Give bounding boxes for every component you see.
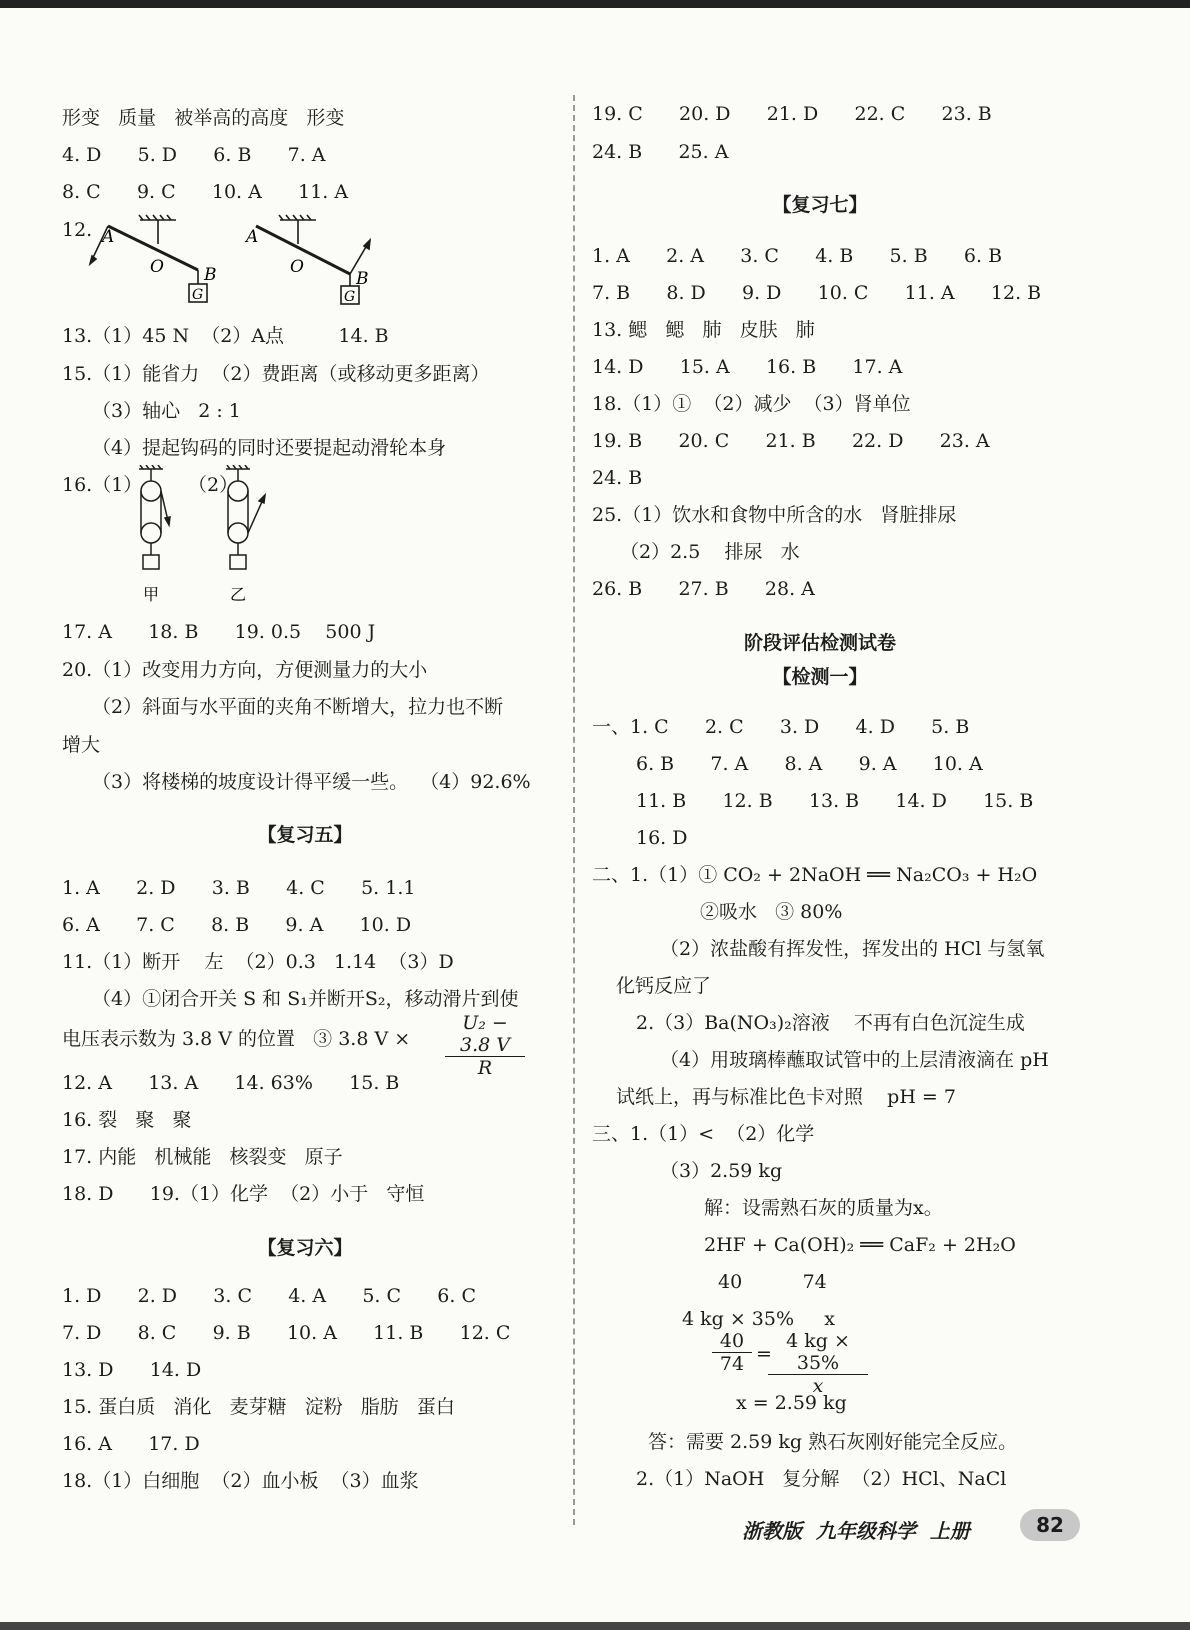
r6-line-1: 1. D 2. D 3. C 4. A 5. C 6. C: [62, 1285, 476, 1307]
t3-line-4: 2HF + Ca(OH)₂ ══ CaF₂ + 2H₂O: [704, 1234, 1016, 1256]
label-yi: 乙: [230, 585, 247, 604]
heading-review-6: 【复习六】: [257, 1237, 353, 1259]
left-line-3: 8. C 9. C 10. A 11. A: [62, 181, 349, 203]
t3-fraction-1: [712, 1330, 752, 1375]
r7-line-3: 13. 鳃 鳃 肺 皮肤 肺: [592, 319, 815, 341]
r5-line-6: 12. A 13. A 14. 63% 15. B: [62, 1072, 400, 1094]
t2-line-7: 试纸上，再与标准比色卡对照 pH = 7: [616, 1086, 956, 1108]
t3-line-2: （3）2.59 kg: [660, 1160, 783, 1182]
r5-line-2: 6. A 7. C 8. B 9. A 10. D: [62, 914, 412, 936]
label-jia: 甲: [143, 585, 160, 604]
r5-line-7: 16. 裂 聚 聚: [62, 1109, 192, 1131]
r7-line-7: 24. B: [592, 467, 643, 489]
t3-line-6: 4 kg × 35% x: [682, 1308, 835, 1330]
r7-line-4: 14. D 15. A 16. B 17. A: [592, 356, 903, 378]
t3-fraction-1-numerator: 40: [719, 1330, 745, 1352]
r5-fraction-denominator: R: [445, 1056, 525, 1079]
r5-fraction: [445, 1012, 525, 1079]
r6-line-6: 18.（1）白细胞 （2）血小板 （3）血浆: [62, 1470, 419, 1492]
column-divider: [573, 95, 575, 1525]
top-edge: [0, 0, 1190, 8]
t2-line-1: 二、1.（1）① CO₂ + 2NaOH ══ Na₂CO₃ + H₂O: [592, 864, 1038, 886]
t1-line-1: 一、1. C 2. C 3. D 4. D 5. B: [592, 716, 970, 738]
label-a-2: A: [246, 227, 259, 247]
t2-line-5: 2.（3）Ba(NO₃)₂溶液 不再有白色沉淀生成: [636, 1012, 1025, 1034]
t1-line-3: 11. B 12. B 13. B 14. D 15. B: [636, 790, 1034, 812]
t3-fraction-2-denominator: x: [768, 1374, 868, 1397]
r7-line-8: 25.（1）饮水和食物中所含的水 肾脏排尿: [592, 504, 957, 526]
label-g-2: G: [344, 289, 356, 305]
r5-line-5: 电压表示数为 3.8 V 的位置 ③ 3.8 V ×: [62, 1028, 411, 1050]
right-line-1: 19. C 20. D 21. D 22. C 23. B: [592, 103, 992, 125]
t3-line-9: 2.（1）NaOH 复分解 （2）HCl、NaCl: [636, 1468, 1007, 1490]
r7-line-5: 18.（1）① （2）减少 （3）肾单位: [592, 393, 911, 415]
t2-line-2: ②吸水 ③ 80%: [700, 901, 843, 923]
left-line-15b: （3）轴心 2 : 1: [92, 400, 241, 422]
label-g-1: G: [192, 287, 204, 303]
r6-line-5: 16. A 17. D: [62, 1433, 200, 1455]
r7-line-1: 1. A 2. A 3. C 4. B 5. B 6. B: [592, 245, 1003, 267]
r7-line-2: 7. B 8. D 9. D 10. C 11. A 12. B: [592, 282, 1042, 304]
t3-line-3: 解：设需熟石灰的质量为x。: [704, 1197, 943, 1219]
t3-fraction-2-numerator: 4 kg × 35%: [786, 1330, 850, 1374]
left-line-2: 4. D 5. D 6. B 7. A: [62, 144, 326, 166]
r6-line-4: 15. 蛋白质 消化 麦芽糖 淀粉 脂肪 蛋白: [62, 1396, 455, 1418]
left-line-15a: 15.（1）能省力 （2）费距离（或移动更多距离）: [62, 363, 490, 385]
t3-line-1: 三、1.（1）< （2）化学: [592, 1123, 815, 1145]
label-o-1: O: [150, 257, 164, 277]
right-line-2: 24. B 25. A: [592, 141, 729, 163]
left-line-20d: （3）将楼梯的坡度设计得平缓一些。 （4）92.6%: [92, 771, 531, 793]
r7-line-6: 19. B 20. C 21. B 22. D 23. A: [592, 430, 990, 452]
left-line-15c: （4）提起钩码的同时还要提起动滑轮本身: [92, 437, 447, 459]
left-line-13: 13.（1）45 N （2）A点 14. B: [62, 325, 389, 347]
t2-line-6: （4）用玻璃棒蘸取试管中的上层清液滴在 pH: [660, 1049, 1049, 1071]
t2-line-3: （2）浓盐酸有挥发性，挥发出的 HCl 与氢氧: [660, 938, 1045, 960]
t3-fraction-1-denominator: 74: [712, 1352, 752, 1375]
pulley-diagrams: [125, 465, 295, 610]
r5-line-4: （4）①闭合开关 S 和 S₁并断开S₂，移动滑片到使: [92, 988, 519, 1010]
heading-review-7: 【复习七】: [772, 194, 868, 216]
t1-line-2: 6. B 7. A 8. A 9. A 10. A: [636, 753, 983, 775]
q12-number: 12.: [62, 219, 93, 241]
t3-line-5: 40 74: [718, 1271, 827, 1293]
t3-fraction-2: [768, 1330, 868, 1397]
t1-line-4: 16. D: [636, 827, 688, 849]
r5-line-9: 18. D 19.（1）化学 （2）小于 守恒: [62, 1183, 425, 1205]
bottom-edge: [0, 1622, 1190, 1630]
pulley-diagram-1: [139, 465, 170, 569]
r6-line-3: 13. D 14. D: [62, 1359, 202, 1381]
r6-line-2: 7. D 8. C 9. B 10. A 11. B 12. C: [62, 1322, 511, 1344]
r5-line-3: 11.（1）断开 左 （2）0.3 1.14 （3）D: [62, 951, 454, 973]
q16-part1: 16.（1）: [62, 474, 143, 496]
label-o-2: O: [290, 257, 304, 277]
t3-equals: =: [756, 1343, 772, 1365]
page-number: 82: [1020, 1509, 1080, 1541]
heading-review-5: 【复习五】: [257, 824, 353, 846]
label-a-1: A: [102, 227, 115, 247]
heading-stage-evaluation: 阶段评估检测试卷: [743, 632, 896, 654]
r7-line-9: （2）2.5 排尿 水: [620, 541, 800, 563]
pulley-diagram-2: [226, 465, 265, 569]
left-line-17: 17. A 18. B 19. 0.5 500 J: [62, 621, 376, 643]
left-line-20c: 增大: [62, 734, 101, 756]
r5-line-1: 1. A 2. D 3. B 4. C 5. 1.1: [62, 877, 416, 899]
lever-diagrams: [88, 212, 408, 317]
q16-part2: （2）: [188, 474, 239, 496]
t3-line-8: 答：需要 2.59 kg 熟石灰刚好能完全反应。: [648, 1431, 1018, 1453]
left-line-20a: 20.（1）改变用力方向，方便测量力的大小: [62, 659, 428, 681]
r7-line-10: 26. B 27. B 28. A: [592, 578, 815, 600]
label-b-2: B: [356, 269, 369, 289]
t2-line-4: 化钙反应了: [616, 975, 712, 997]
left-line-1: 形变 质量 被举高的高度 形变: [62, 107, 345, 129]
r5-line-8: 17. 内能 机械能 核裂变 原子: [62, 1146, 343, 1168]
r5-fraction-numerator: U₂ − 3.8 V: [460, 1012, 510, 1056]
heading-test-1: 【检测一】: [772, 666, 868, 688]
footer-book-title: 浙教版 九年级科学 上册: [742, 1519, 970, 1543]
left-line-20b: （2）斜面与水平面的夹角不断增大，拉力也不断: [92, 696, 504, 718]
t3-line-7: x = 2.59 kg: [736, 1392, 847, 1414]
label-b-1: B: [204, 265, 217, 285]
